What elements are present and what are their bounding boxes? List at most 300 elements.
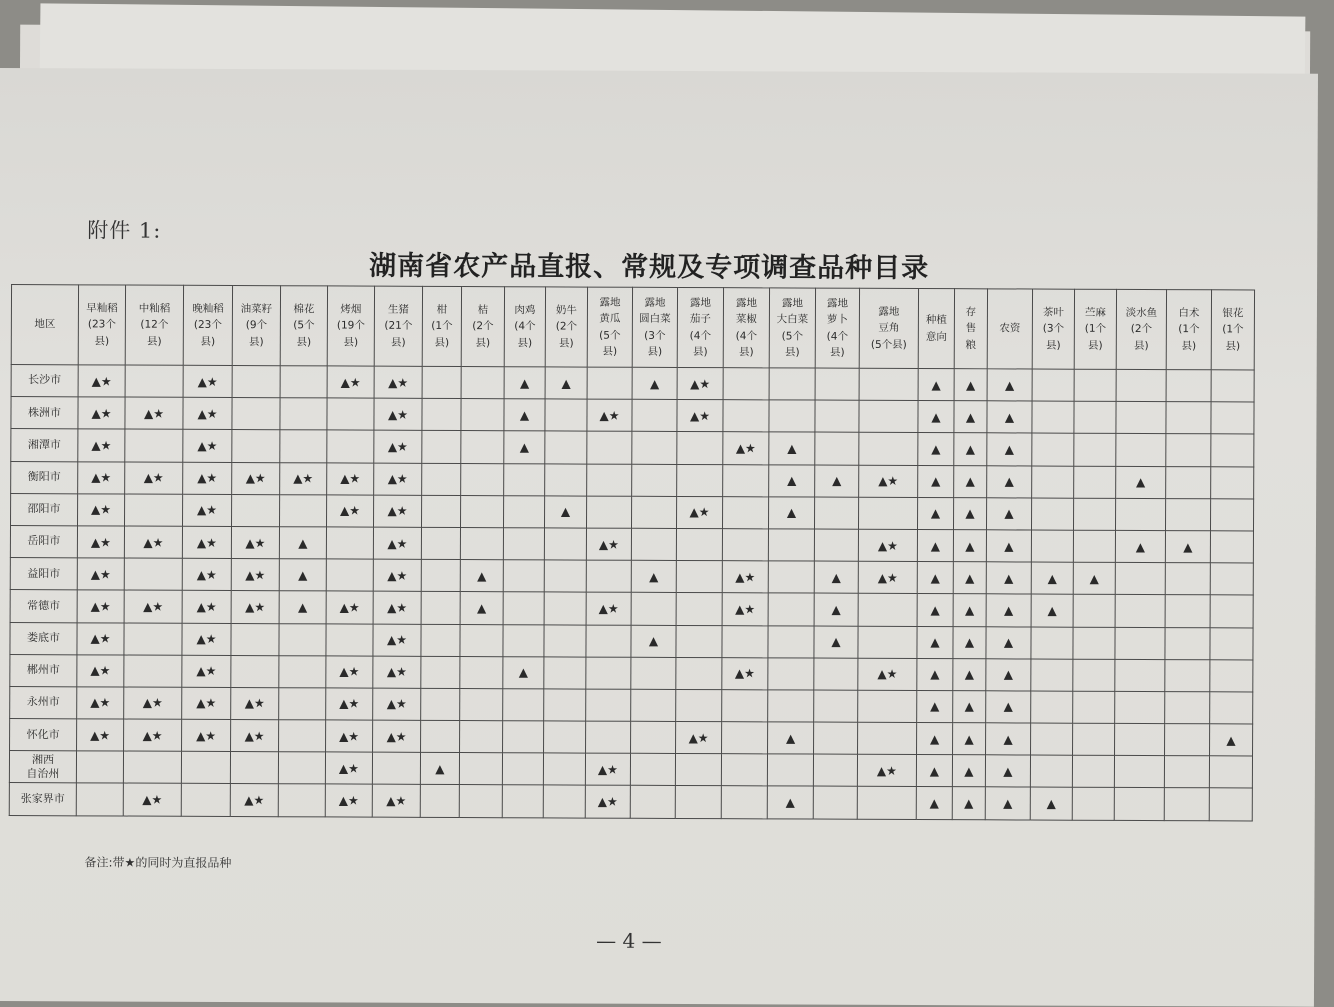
mark-cell xyxy=(280,494,327,526)
mark-cell xyxy=(1115,498,1165,530)
mark-cell xyxy=(586,496,631,528)
mark-cell: ▲ xyxy=(503,656,544,688)
column-header: 淡水鱼 (2个 县) xyxy=(1116,289,1166,369)
mark-cell: ▲ xyxy=(953,562,986,594)
mark-cell: ▲ xyxy=(987,465,1032,497)
mark-cell: ▲ xyxy=(504,367,545,399)
mark-cell: ▲ xyxy=(954,401,987,433)
mark-cell: ▲★ xyxy=(585,753,630,785)
mark-cell xyxy=(124,655,182,687)
mark-cell: ▲★ xyxy=(231,687,279,719)
mark-cell xyxy=(459,753,502,785)
mark-cell: ▲★ xyxy=(326,688,373,720)
mark-cell xyxy=(543,785,585,817)
mark-cell: ▲ xyxy=(1165,531,1210,563)
mark-cell xyxy=(769,368,815,400)
mark-cell: ▲★ xyxy=(857,754,916,786)
mark-cell: ▲ xyxy=(917,497,953,529)
mark-cell: ▲★ xyxy=(586,592,631,624)
mark-cell: ▲★ xyxy=(77,526,124,558)
column-header: 露地 大白菜 (5个 县) xyxy=(769,288,815,368)
mark-cell: ▲★ xyxy=(78,494,125,526)
mark-cell xyxy=(461,367,504,399)
mark-cell xyxy=(421,656,460,688)
column-header: 中籼稻 (12个 县) xyxy=(125,285,183,365)
mark-cell: ▲★ xyxy=(78,461,125,493)
mark-cell: ▲ xyxy=(917,658,953,690)
mark-cell: ▲ xyxy=(632,367,677,399)
mark-cell xyxy=(722,496,768,528)
mark-cell xyxy=(326,623,373,655)
mark-cell: ▲ xyxy=(953,691,986,723)
mark-cell xyxy=(676,593,722,625)
mark-cell xyxy=(280,366,327,398)
mark-cell: ▲★ xyxy=(78,429,125,461)
mark-cell xyxy=(1115,659,1165,691)
mark-cell: ▲ xyxy=(986,594,1031,626)
mark-cell xyxy=(1165,498,1210,530)
region-cell: 永州市 xyxy=(10,686,77,718)
mark-cell xyxy=(1115,595,1165,627)
mark-cell: ▲ xyxy=(953,723,986,755)
mark-cell xyxy=(1211,370,1254,402)
mark-cell: ▲ xyxy=(460,560,503,592)
mark-cell xyxy=(723,400,769,432)
column-header: 农资 xyxy=(987,289,1032,369)
mark-cell xyxy=(768,529,814,561)
table-row xyxy=(9,783,1252,821)
mark-cell xyxy=(279,623,326,655)
mark-cell xyxy=(722,625,768,657)
mark-cell xyxy=(76,751,123,783)
mark-cell: ▲★ xyxy=(182,719,231,751)
mark-cell: ▲★ xyxy=(77,622,124,654)
mark-cell: ▲★ xyxy=(374,463,422,495)
page-number: — 4 — xyxy=(596,928,662,953)
mark-cell: ▲ xyxy=(917,626,953,658)
mark-cell xyxy=(722,690,768,722)
mark-cell xyxy=(1166,370,1211,402)
mark-cell xyxy=(814,722,858,754)
mark-cell: ▲ xyxy=(987,401,1032,433)
table-header-row xyxy=(11,285,1254,370)
mark-cell xyxy=(632,432,677,464)
mark-cell xyxy=(1074,434,1116,466)
mark-cell xyxy=(503,624,544,656)
mark-cell: ▲★ xyxy=(859,465,918,497)
mark-cell xyxy=(123,751,181,783)
mark-cell xyxy=(421,688,460,720)
mark-cell xyxy=(859,400,918,432)
column-header: 存 售 粮 xyxy=(954,289,987,369)
mark-cell: ▲★ xyxy=(372,785,420,817)
mark-cell: ▲★ xyxy=(182,655,231,687)
mark-cell xyxy=(1210,499,1253,531)
table-row xyxy=(10,719,1253,757)
mark-cell xyxy=(124,623,182,655)
mark-cell: ▲★ xyxy=(182,591,231,623)
mark-cell xyxy=(768,658,814,690)
mark-cell xyxy=(1210,659,1253,691)
mark-cell: ▲ xyxy=(954,465,987,497)
mark-cell xyxy=(675,754,721,786)
mark-cell xyxy=(231,623,279,655)
mark-cell: ▲ xyxy=(916,755,952,787)
mark-cell xyxy=(1165,724,1210,756)
mark-cell xyxy=(722,529,768,561)
region-cell: 郴州市 xyxy=(10,654,77,686)
mark-cell xyxy=(76,783,123,815)
mark-cell: ▲ xyxy=(504,431,545,463)
region-cell: 湘西 自治州 xyxy=(9,751,76,783)
mark-cell xyxy=(1114,788,1164,820)
mark-cell xyxy=(813,754,857,786)
mark-cell: ▲★ xyxy=(326,656,373,688)
table-row xyxy=(11,493,1254,531)
mark-cell xyxy=(1072,788,1114,820)
mark-cell xyxy=(1073,595,1115,627)
mark-cell: ▲★ xyxy=(231,591,279,623)
mark-cell xyxy=(544,592,586,624)
mark-cell: ▲★ xyxy=(325,752,372,784)
mark-cell xyxy=(1165,659,1210,691)
mark-cell xyxy=(1166,434,1211,466)
document-page xyxy=(0,68,1318,1007)
mark-cell: ▲★ xyxy=(182,623,231,655)
mark-cell: ▲★ xyxy=(722,657,768,689)
mark-cell xyxy=(279,720,326,752)
mark-cell: ▲ xyxy=(769,464,815,496)
mark-cell xyxy=(502,785,543,817)
mark-cell: ▲★ xyxy=(231,526,279,558)
mark-cell xyxy=(630,786,675,818)
mark-cell xyxy=(327,430,374,462)
mark-cell xyxy=(676,657,722,689)
mark-cell: ▲ xyxy=(918,433,954,465)
mark-cell xyxy=(814,690,858,722)
mark-cell xyxy=(230,752,278,784)
mark-cell: ▲ xyxy=(768,497,814,529)
mark-cell xyxy=(586,721,631,753)
column-header: 柑 (1个 县) xyxy=(422,286,461,366)
mark-cell xyxy=(504,463,545,495)
column-header: 白术 (1个 县) xyxy=(1166,290,1211,370)
mark-cell xyxy=(1032,401,1074,433)
column-header: 早籼稻 (23个 县) xyxy=(78,285,125,365)
mark-cell: ▲★ xyxy=(327,366,374,398)
mark-cell: ▲★ xyxy=(373,527,421,559)
mark-cell xyxy=(181,784,230,816)
region-cell: 怀化市 xyxy=(10,719,77,751)
mark-cell xyxy=(813,786,857,818)
mark-cell: ▲ xyxy=(545,367,587,399)
mark-cell: ▲ xyxy=(279,559,326,591)
column-header: 肉鸡 (4个 县) xyxy=(504,287,545,367)
mark-cell xyxy=(857,787,916,819)
mark-cell xyxy=(721,754,767,786)
column-header: 露地 萝卜 (4个 县) xyxy=(815,288,859,368)
mark-cell xyxy=(420,785,459,817)
mark-cell: ▲★ xyxy=(373,656,421,688)
mark-cell: ▲ xyxy=(1116,466,1166,498)
mark-cell xyxy=(1031,723,1073,755)
mark-cell: ▲★ xyxy=(722,593,768,625)
mark-cell xyxy=(461,431,504,463)
mark-cell xyxy=(631,496,676,528)
mark-cell xyxy=(1115,691,1165,723)
mark-cell: ▲ xyxy=(953,594,986,626)
mark-cell xyxy=(231,655,279,687)
mark-cell xyxy=(279,655,326,687)
mark-cell: ▲ xyxy=(986,562,1031,594)
mark-cell xyxy=(278,784,325,816)
mark-cell: ▲ xyxy=(986,498,1031,530)
mark-cell: ▲ xyxy=(1031,562,1073,594)
mark-cell xyxy=(125,365,183,397)
mark-cell xyxy=(232,430,280,462)
mark-cell xyxy=(1211,402,1254,434)
mark-cell: ▲★ xyxy=(78,397,125,429)
mark-cell: ▲ xyxy=(768,722,814,754)
mark-cell: ▲★ xyxy=(373,591,421,623)
column-header: 生猪 (21个 县) xyxy=(374,286,422,366)
mark-cell: ▲★ xyxy=(77,590,124,622)
mark-cell: ▲★ xyxy=(78,365,125,397)
mark-cell xyxy=(1165,595,1210,627)
mark-cell xyxy=(125,429,183,461)
mark-cell xyxy=(372,752,420,784)
mark-cell xyxy=(586,625,631,657)
mark-cell: ▲★ xyxy=(183,462,232,494)
mark-cell: ▲★ xyxy=(123,783,181,815)
mark-cell: ▲ xyxy=(814,626,858,658)
mark-cell: ▲★ xyxy=(327,462,374,494)
mark-cell xyxy=(1031,659,1073,691)
mark-cell xyxy=(1164,788,1209,820)
mark-cell xyxy=(722,722,768,754)
column-header: 露地 黄瓜 (5个 县) xyxy=(587,287,632,367)
mark-cell xyxy=(1032,369,1074,401)
mark-cell xyxy=(459,785,502,817)
mark-cell xyxy=(503,689,544,721)
mark-cell: ▲★ xyxy=(676,496,722,528)
mark-cell xyxy=(422,366,461,398)
column-header: 露地 圆白菜 (3个 县) xyxy=(632,287,677,367)
mark-cell: ▲ xyxy=(985,755,1030,787)
mark-cell xyxy=(1073,691,1115,723)
mark-cell xyxy=(676,625,722,657)
region-cell: 衡阳市 xyxy=(11,461,78,493)
mark-cell: ▲ xyxy=(1030,787,1072,819)
mark-cell: ▲★ xyxy=(183,365,232,397)
mark-cell xyxy=(630,754,675,786)
mark-cell: ▲ xyxy=(504,399,545,431)
mark-cell: ▲★ xyxy=(326,591,373,623)
mark-cell xyxy=(768,561,814,593)
column-header: 桔 (2个 县) xyxy=(461,287,504,367)
mark-cell: ▲ xyxy=(420,753,459,785)
mark-cell: ▲★ xyxy=(183,430,232,462)
variety-table xyxy=(9,284,1255,821)
mark-cell xyxy=(814,658,858,690)
mark-cell xyxy=(1209,756,1252,788)
mark-cell: ▲ xyxy=(631,625,676,657)
mark-cell: ▲ xyxy=(916,787,952,819)
mark-cell xyxy=(421,592,460,624)
mark-cell xyxy=(675,786,721,818)
mark-cell xyxy=(631,528,676,560)
mark-cell xyxy=(631,593,676,625)
mark-cell: ▲★ xyxy=(374,431,422,463)
mark-cell xyxy=(768,625,814,657)
mark-cell xyxy=(1116,434,1166,466)
mark-cell xyxy=(544,560,586,592)
mark-cell xyxy=(1032,433,1074,465)
mark-cell: ▲★ xyxy=(77,655,124,687)
mark-cell xyxy=(1072,755,1114,787)
mark-cell: ▲ xyxy=(917,690,953,722)
region-cell: 常德市 xyxy=(10,590,77,622)
mark-cell: ▲ xyxy=(953,530,986,562)
mark-cell xyxy=(677,464,723,496)
mark-cell xyxy=(1030,755,1072,787)
mark-cell xyxy=(503,528,544,560)
mark-cell xyxy=(326,527,373,559)
column-header: 露地 菜椒 (4个 县) xyxy=(723,288,769,368)
mark-cell xyxy=(421,527,460,559)
mark-cell: ▲ xyxy=(953,626,986,658)
mark-cell: ▲ xyxy=(986,626,1031,658)
mark-cell xyxy=(461,399,504,431)
mark-cell: ▲ xyxy=(917,723,953,755)
region-cell: 长沙市 xyxy=(11,365,78,397)
mark-cell xyxy=(858,497,917,529)
mark-cell: ▲★ xyxy=(723,432,769,464)
mark-cell: ▲★ xyxy=(124,526,182,558)
mark-cell: ▲★ xyxy=(587,399,632,431)
column-header: 奶牛 (2个 县) xyxy=(545,287,587,367)
mark-cell: ▲★ xyxy=(124,687,182,719)
mark-cell xyxy=(543,753,585,785)
mark-cell xyxy=(327,398,374,430)
mark-cell xyxy=(124,558,182,590)
mark-cell xyxy=(545,463,587,495)
mark-cell: ▲★ xyxy=(182,558,231,590)
mark-cell: ▲★ xyxy=(373,624,421,656)
column-header: 茶叶 (3个 县) xyxy=(1032,289,1074,369)
mark-cell xyxy=(815,400,859,432)
mark-cell: ▲★ xyxy=(183,494,232,526)
mark-cell: ▲ xyxy=(987,433,1032,465)
region-cell: 株洲市 xyxy=(11,397,78,429)
mark-cell xyxy=(723,368,769,400)
mark-cell: ▲ xyxy=(986,691,1031,723)
mark-cell: ▲ xyxy=(279,527,326,559)
mark-cell: ▲ xyxy=(544,496,586,528)
mark-cell xyxy=(326,559,373,591)
mark-cell xyxy=(460,656,503,688)
mark-cell: ▲★ xyxy=(676,722,722,754)
mark-cell: ▲ xyxy=(1031,594,1073,626)
table-row xyxy=(11,397,1254,435)
mark-cell xyxy=(858,626,917,658)
table-row xyxy=(10,590,1253,628)
mark-cell xyxy=(460,495,503,527)
mark-cell: ▲ xyxy=(279,591,326,623)
mark-cell: ▲ xyxy=(1210,724,1253,756)
mark-cell: ▲ xyxy=(918,401,954,433)
mark-cell xyxy=(1073,659,1115,691)
attachment-label: 附件 1: xyxy=(87,218,162,243)
mark-cell xyxy=(1210,627,1253,659)
mark-cell xyxy=(460,624,503,656)
mark-cell xyxy=(1074,369,1116,401)
mark-cell xyxy=(769,400,815,432)
mark-cell: ▲ xyxy=(1073,562,1115,594)
mark-cell xyxy=(422,463,461,495)
mark-cell xyxy=(768,593,814,625)
region-cell: 益阳市 xyxy=(10,558,77,590)
mark-cell xyxy=(859,368,918,400)
mark-cell: ▲★ xyxy=(325,784,372,816)
mark-cell: ▲★ xyxy=(585,785,630,817)
mark-cell xyxy=(1073,723,1115,755)
region-cell: 岳阳市 xyxy=(10,525,77,557)
mark-cell: ▲★ xyxy=(373,720,421,752)
mark-cell xyxy=(587,367,632,399)
mark-cell: ▲ xyxy=(986,723,1031,755)
table-row xyxy=(10,654,1253,692)
mark-cell xyxy=(503,721,544,753)
mark-cell xyxy=(544,528,586,560)
mark-cell: ▲ xyxy=(985,787,1030,819)
mark-cell: ▲ xyxy=(918,369,954,401)
mark-cell xyxy=(676,689,722,721)
region-cell: 张家界市 xyxy=(9,783,76,815)
mark-cell: ▲★ xyxy=(677,367,723,399)
mark-cell: ▲ xyxy=(769,432,815,464)
mark-cell xyxy=(545,399,587,431)
mark-cell xyxy=(814,497,858,529)
table-row xyxy=(11,429,1254,467)
table-row xyxy=(11,365,1254,403)
mark-cell xyxy=(232,366,280,398)
mark-cell xyxy=(631,721,676,753)
mark-cell: ▲★ xyxy=(182,687,231,719)
mark-cell xyxy=(1210,563,1253,595)
mark-cell: ▲ xyxy=(917,594,953,626)
column-header: 种植 意向 xyxy=(918,289,954,369)
mark-cell: ▲ xyxy=(767,786,813,818)
mark-cell: ▲ xyxy=(987,369,1032,401)
mark-cell xyxy=(676,528,722,560)
mark-cell: ▲★ xyxy=(77,687,124,719)
mark-cell xyxy=(1166,466,1211,498)
mark-cell xyxy=(1165,691,1210,723)
mark-cell: ▲★ xyxy=(326,720,373,752)
mark-cell xyxy=(586,689,631,721)
mark-cell xyxy=(544,689,586,721)
mark-cell xyxy=(586,560,631,592)
mark-cell xyxy=(1031,691,1073,723)
region-cell: 湘潭市 xyxy=(11,429,78,461)
mark-cell xyxy=(1209,788,1252,820)
mark-cell xyxy=(422,431,461,463)
mark-cell xyxy=(1073,530,1115,562)
mark-cell: ▲★ xyxy=(858,561,917,593)
mark-cell xyxy=(1032,466,1074,498)
mark-cell: ▲★ xyxy=(374,366,422,398)
